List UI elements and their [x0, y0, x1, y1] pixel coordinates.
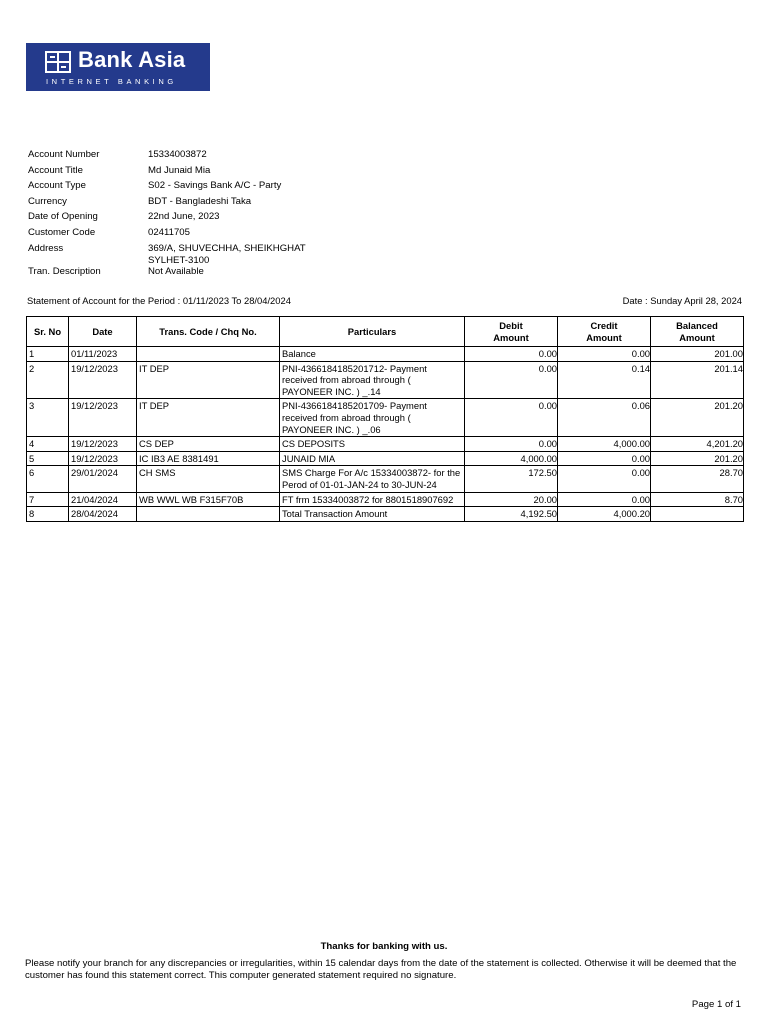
cell-particulars: SMS Charge For A/c 15334003872- for the Perod of 01-01-JAN-24 to 30-JUN-24 [280, 466, 465, 492]
cell-balance: 201.20 [651, 451, 744, 466]
header-balance [651, 317, 744, 347]
table-row-total [27, 507, 744, 522]
info-value: BDT - Bangladeshi Taka [148, 195, 252, 207]
cell-credit: 0.00 [558, 466, 651, 492]
cell-particulars: PNI-4366184185201712- Payment received from abroad through ( PAYONEER INC. ) _.14 [280, 361, 465, 399]
cell-date: 19/12/2023 [69, 399, 137, 437]
cell-sr: 7 [27, 492, 69, 507]
header-credit [558, 317, 651, 347]
cell-code: IT DEP [137, 399, 280, 437]
info-label: Account Number [28, 149, 100, 160]
table-row [27, 347, 744, 362]
brand-name: Bank Asia [78, 47, 186, 72]
header-debit-line-2: Amount [493, 331, 529, 343]
cell-date: 01/11/2023 [69, 347, 137, 362]
cell-code: CH SMS [137, 466, 280, 492]
cell-date: 19/12/2023 [69, 437, 137, 452]
table-header-row [27, 317, 744, 347]
cell-code [137, 347, 280, 362]
info-label: Customer Code [28, 227, 96, 238]
header-particulars: Particulars [280, 317, 465, 347]
cell-debit: 0.00 [465, 361, 558, 399]
cell-credit: 0.06 [558, 399, 651, 437]
cell-particulars: Balance [280, 347, 465, 362]
cell-particulars: FT frm 15334003872 for 8801518907692 [280, 492, 465, 507]
cell-sr: 2 [27, 361, 69, 399]
cell-date: 21/04/2024 [69, 492, 137, 507]
cell-sr: 1 [27, 347, 69, 362]
cell-particulars: JUNAID MIA [280, 451, 465, 466]
cell-sr: 5 [27, 451, 69, 466]
info-label: Address [28, 242, 64, 254]
cell-code: CS DEP [137, 437, 280, 452]
header-credit-line-1: Credit [590, 319, 618, 331]
cell-debit: 0.00 [465, 437, 558, 452]
cell-credit: 0.00 [558, 347, 651, 362]
cell-balance: 201.20 [651, 399, 744, 437]
table-row [27, 492, 744, 507]
cell-debit: 4,000.00 [465, 451, 558, 466]
cell-date: 19/12/2023 [69, 361, 137, 399]
info-value: Md Junaid Mia [148, 164, 211, 176]
cell-sr: 3 [27, 399, 69, 437]
cell-date: 29/01/2024 [69, 466, 137, 492]
info-label: Tran. Description [28, 266, 101, 277]
cell-sr: 6 [27, 466, 69, 492]
info-label: Account Type [28, 180, 86, 191]
bank-asia-logo-mark-icon [45, 51, 71, 73]
cell-code: WB WWL WB F315F70B [137, 492, 280, 507]
cell-sr: 4 [27, 437, 69, 452]
cell-sr: 8 [27, 507, 69, 522]
info-value: Not Available [148, 266, 204, 277]
info-label: Currency [28, 195, 67, 207]
info-value: S02 - Savings Bank A/C - Party [148, 180, 282, 191]
address-line-2: SYLHET-3100 [148, 255, 210, 266]
cell-particulars: PNI-4366184185201709- Payment received from abroad through ( PAYONEER INC. ) _.06 [280, 399, 465, 437]
info-label: Date of Opening [28, 211, 98, 222]
table-row [27, 437, 744, 452]
header-date: Date [69, 317, 137, 347]
info-value: 15334003872 [148, 149, 207, 160]
cell-debit: 20.00 [465, 492, 558, 507]
cell-balance: 201.00 [651, 347, 744, 362]
info-label: Account Title [28, 164, 83, 176]
cell-debit: 0.00 [465, 399, 558, 437]
transactions-table [26, 316, 744, 522]
info-value: 22nd June, 2023 [148, 211, 220, 222]
table-row [27, 451, 744, 466]
cell-credit: 0.00 [558, 492, 651, 507]
cell-debit: 0.00 [465, 347, 558, 362]
cell-balance: 4,201.20 [651, 437, 744, 452]
header-credit-line-2: Amount [586, 331, 622, 343]
cell-debit: 172.50 [465, 466, 558, 492]
discrepancy-notice: Please notify your branch for any discrepancies or irregularities, within 15 calendar days from the date of the statement is collected. Otherwise it will be deemed that the customer has found this statement correct. This computer generated statement required no signature. [25, 958, 737, 981]
cell-balance [651, 507, 744, 522]
header-balance-line-2: Amount [679, 331, 715, 343]
table-row [27, 399, 744, 437]
brand-subtitle: INTERNET BANKING [46, 77, 177, 86]
header-balance-line-1: Balanced [676, 319, 718, 331]
cell-code: IC IB3 AE 8381491 [137, 451, 280, 466]
cell-code: IT DEP [137, 361, 280, 399]
table-row [27, 361, 744, 399]
cell-particulars: CS DEPOSITS [280, 437, 465, 452]
header-sr-no: Sr. No [27, 317, 69, 347]
info-value [148, 243, 306, 268]
cell-balance: 8.70 [651, 492, 744, 507]
address-line-1: 369/A, SHUVECHHA, SHEIKHGHAT [148, 242, 306, 254]
cell-credit: 4,000.20 [558, 507, 651, 522]
statement-period: Statement of Account for the Period : 01/11/2023 To 28/04/2024 [27, 295, 291, 306]
thanks-message: Thanks for banking with us. [320, 941, 448, 952]
header-debit [465, 317, 558, 347]
header-trans-code: Trans. Code / Chq No. [137, 317, 280, 347]
info-value: 02411705 [148, 227, 190, 238]
bank-asia-logo [26, 43, 210, 91]
cell-debit: 4,192.50 [465, 507, 558, 522]
cell-credit: 4,000.00 [558, 437, 651, 452]
header-debit-line-1: Debit [499, 319, 523, 331]
cell-balance: 28.70 [651, 466, 744, 492]
cell-balance: 201.14 [651, 361, 744, 399]
cell-particulars: Total Transaction Amount [280, 507, 465, 522]
cell-date: 19/12/2023 [69, 451, 137, 466]
cell-credit: 0.00 [558, 451, 651, 466]
statement-date: Date : Sunday April 28, 2024 [622, 295, 742, 306]
page-number: Page 1 of 1 [691, 999, 741, 1010]
cell-code [137, 507, 280, 522]
table-row [27, 466, 744, 492]
cell-credit: 0.14 [558, 361, 651, 399]
cell-date: 28/04/2024 [69, 507, 137, 522]
